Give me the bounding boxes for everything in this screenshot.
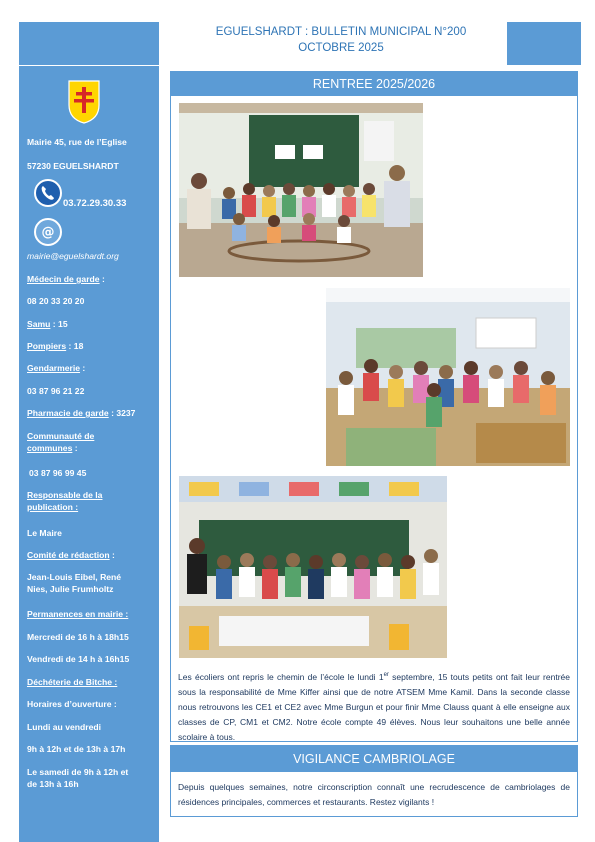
pompiers-line: Pompiers : 18 — [27, 341, 84, 351]
rentree-article: Les écoliers ont repris le chemin de l’école le lundi 1er septembre, 15 touts petits ont fait leur rentrée sous la responsabilité de Mme Kiffer ainsi que de notre ATSEM Mme Kamil. Dans la seconde classe nous retrouvons les CE1 et CE2 avec Mme Burgun et pour finir Mme Clauss quant à elle enseigne aux classes de CP, CM1 et CM2. Notre école compte 49 élèves. Nous leur souhaitons une belle année scolaire à tous. — [178, 671, 570, 742]
permanences-label: Permanences en mairie : — [27, 609, 129, 619]
communaute-value: 03 87 96 99 45 — [29, 468, 87, 478]
phone-icon — [34, 179, 62, 207]
communaute-label: Communauté de communes : — [27, 431, 95, 453]
class-photo-3 — [179, 476, 447, 658]
coat-of-arms-icon — [67, 79, 101, 125]
permanence-mercredi: Mercredi de 16 h à 18h15 — [27, 632, 129, 642]
comite-label: Comité de rédaction : — [27, 550, 115, 560]
header-block-left — [19, 22, 159, 65]
medecin-label: Médecin de garde : — [27, 274, 105, 284]
email-address: mairie@eguelshardt.org — [27, 251, 119, 261]
vigilance-article: Depuis quelques semaines, notre circonscription connaît une recrudescence de cambriolages de résidences principales, commerces et restaurants. Restez vigilants ! — [178, 782, 570, 807]
phone-number: 03.72.29.30.33 — [63, 198, 127, 209]
horaires-weekday-hours: 9h à 12h et de 13h à 17h — [27, 744, 126, 754]
decheterie-label: Déchéterie de Bitche : — [27, 677, 118, 687]
horaires-weekdays: Lundi au vendredi — [27, 722, 102, 732]
medecin-value: 08 20 33 20 20 — [27, 296, 85, 306]
vigilance-heading: VIGILANCE CAMBRIOLAGE — [170, 746, 578, 772]
horaires-saturday: Le samedi de 9h à 12h et de 13h à 16h — [27, 767, 129, 789]
postal-line: 57230 EGUELSHARDT — [27, 161, 119, 171]
email-icon — [34, 218, 62, 246]
gendarmerie-value: 03 87 96 21 22 — [27, 386, 85, 396]
pharmacie-line: Pharmacie de garde : 3237 — [27, 408, 136, 418]
responsable-value: Le Maire — [27, 528, 62, 538]
svg-text:@: @ — [41, 225, 55, 240]
horaires-label: Horaires d’ouverture : — [27, 699, 117, 709]
samu-line: Samu : 15 — [27, 319, 68, 329]
comite-value: Jean-Louis Eibel, René Nies, Julie Frumholtz — [27, 572, 122, 594]
header-block-right — [507, 22, 581, 65]
rentree-heading: RENTREE 2025/2026 — [170, 72, 578, 96]
bulletin-date: OCTOBRE 2025 — [298, 42, 384, 54]
responsable-label: Responsable de la publication : — [27, 490, 103, 512]
address-line: Mairie 45, rue de l’Eglise — [27, 137, 127, 147]
gendarmerie-label: Gendarmerie : — [27, 363, 86, 373]
permanence-vendredi: Vendredi de 14 h à 16h15 — [27, 654, 130, 664]
bulletin-title: EGUELSHARDT : BULLETIN MUNICIPAL N°200 — [215, 26, 467, 38]
class-photo-2 — [326, 288, 570, 466]
class-photo-1 — [179, 103, 423, 277]
info-sidebar — [19, 66, 159, 842]
bulletin-header — [180, 22, 502, 65]
